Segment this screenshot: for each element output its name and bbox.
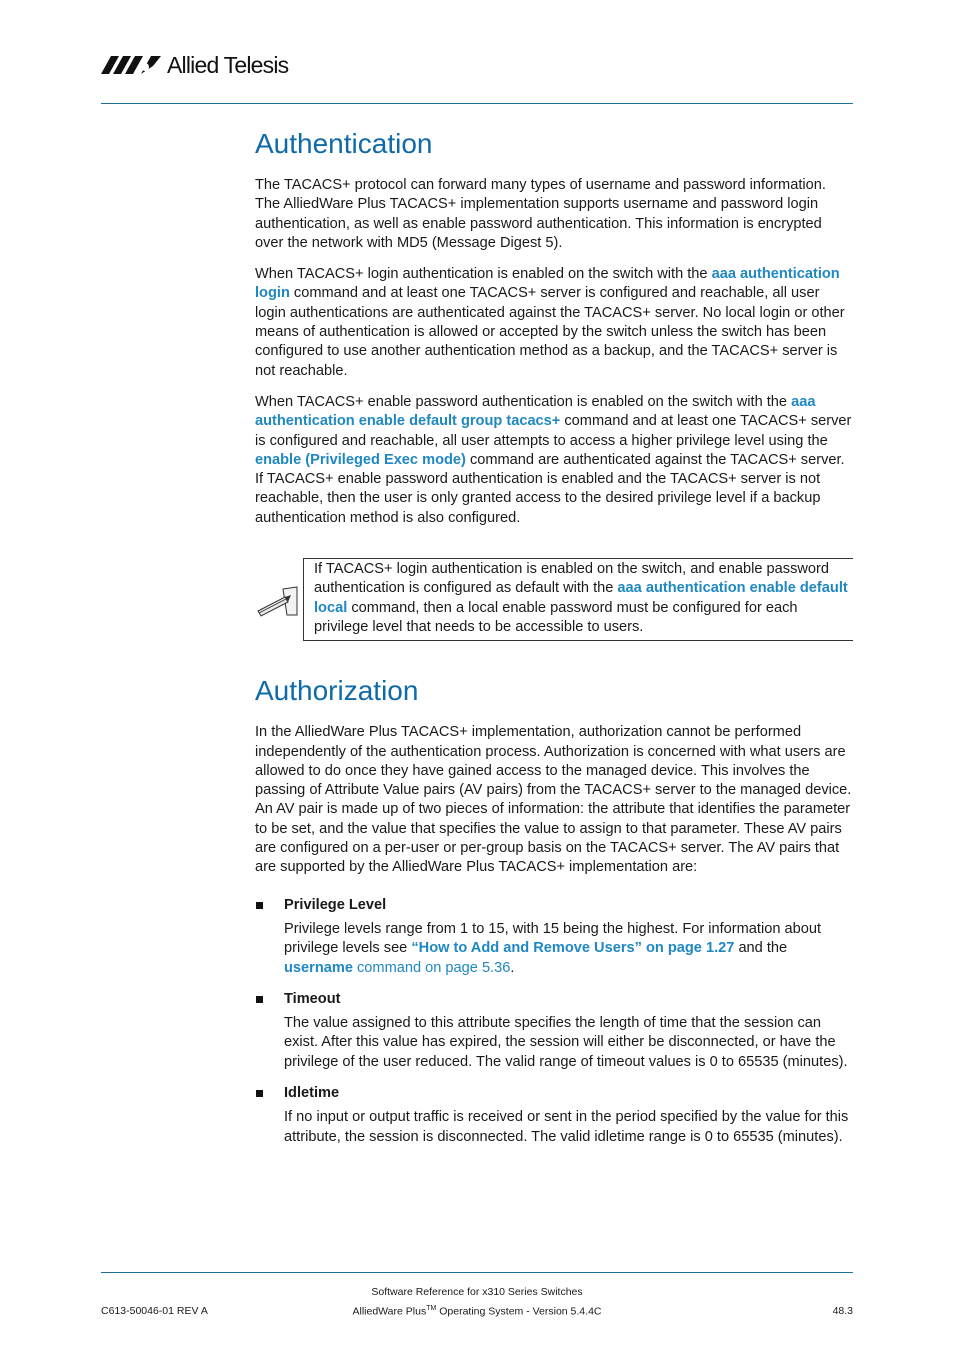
authorization-heading: Authorization <box>255 675 419 707</box>
privilege-level-title: Privilege Level <box>284 896 387 913</box>
aaa-authentication-enable-default-local-link[interactable]: aaa authentication enable default local <box>314 580 848 616</box>
main-content <box>255 126 853 1159</box>
list-item <box>255 896 853 978</box>
list-item <box>255 990 853 1072</box>
header-rule <box>101 103 853 104</box>
authentication-paragraph-2: When TACACS+ login authentication is enabled on the switch with the aaa authentication login command and at least one TACACS+ server is configured and reachable, all user login authentications are authenticated against the TACACS+ server. No local login or other means of authentication is allowed or accepted by the switch unless the switch has been configured to use another authentication method as a backup, and the TACACS+ server is not reachable. <box>255 266 845 379</box>
footer-doc-id: C613-50046-01 REV A <box>101 1305 208 1317</box>
aaa-authentication-login-link[interactable]: aaa authentication login <box>255 266 840 302</box>
list-item <box>255 1084 853 1147</box>
idletime-title: Idletime <box>284 1084 340 1101</box>
av-pairs-list <box>255 896 853 1147</box>
idletime-text: If no input or output traffic is received or sent in the period specified by the value for this attribute, the session is disconnected. The valid idletime range is 0 to 65535 (minutes). <box>284 1109 849 1145</box>
logo-text: Allied Telesis <box>167 51 289 78</box>
how-to-add-remove-users-link[interactable]: “How to Add and Remove Users” on page 1.27 <box>411 940 735 957</box>
enable-privileged-exec-mode-link[interactable]: enable (Privileged Exec mode) <box>255 451 466 468</box>
footer-os-version: AlliedWare Plus™ Operating System - Version 5.4.4C <box>352 1305 602 1318</box>
timeout-title: Timeout <box>284 990 341 1007</box>
footer-page-number: 48.3 <box>832 1305 853 1317</box>
username-link[interactable]: username <box>284 959 353 976</box>
note-divider <box>303 559 304 640</box>
authentication-heading: Authentication <box>255 128 433 159</box>
username-command-page-link[interactable]: command on page 5.36 <box>352 959 511 976</box>
footer-title: Software Reference for x310 Series Switches <box>371 1286 583 1298</box>
aaa-authentication-enable-default-group-tacacs-link[interactable]: aaa authentication enable default group tacacs+ <box>255 393 816 430</box>
allied-telesis-mark-icon <box>101 54 163 76</box>
pen-note-icon <box>255 585 299 621</box>
privilege-level-text: Privilege levels range from 1 to 15, with 15 being the highest. For information about privilege levels see “How to Add and Remove Users” on page 1.27 and the username command on page 5.36. <box>284 920 822 976</box>
note-box <box>303 558 853 641</box>
note-text: If TACACS+ login authentication is enabled on the switch, and enable password authentication is configured as default with the aaa authentication enable default local command, then a local enable password must be configured for each privilege level that needs to be accessible to users. <box>314 561 848 635</box>
timeout-text: The value assigned to this attribute specifies the length of time that the session can exist. After this value has expired, the session will either be disconnected, or have the privilege of the user reduced. The valid range of timeout values is 0 to 65535 (minutes). <box>284 1015 848 1070</box>
authentication-paragraph-3: When TACACS+ enable password authentication is enabled on the switch with the aaa authentication enable default group tacacs+ command and at least one TACACS+ server is configured and reachable, all user attempts to access a higher privilege level using the enable (Privileged Exec mode) command are authenticated against the TACACS+ server. If TACACS+ enable password authentication is enabled and the TACACS+ server is not reachable, then the user is only granted access to the desired privilege level if a backup authentication method is also configured. <box>255 393 852 526</box>
authentication-paragraph-1: The TACACS+ protocol can forward many types of username and password information. The AlliedWare Plus TACACS+ implementation supports username and password login authentication, as well as enable password authentication. This information is encrypted over the network with MD5 (Message Digest 5). <box>255 177 826 251</box>
footer-rule <box>101 1272 853 1273</box>
allied-telesis-logo <box>101 50 288 80</box>
authorization-paragraph-1: In the AlliedWare Plus TACACS+ implementation, authorization cannot be performed independently of the authentication process. Authorization is concerned with what users are allowed to do once they have gained access to the managed device. This involves the passing of Attribute Value pairs (AV pairs) from the TACACS+ server to the managed device. An AV pair is made up of two pieces of information: the attribute that identifies the parameter to be set, and the value that specifies the value to assign to that parameter. These AV pairs are configured on a per-user or per-group basis on the TACACS+ server. The AV pairs that are supported by the AlliedWare Plus TACACS+ implementation are: <box>255 724 852 876</box>
